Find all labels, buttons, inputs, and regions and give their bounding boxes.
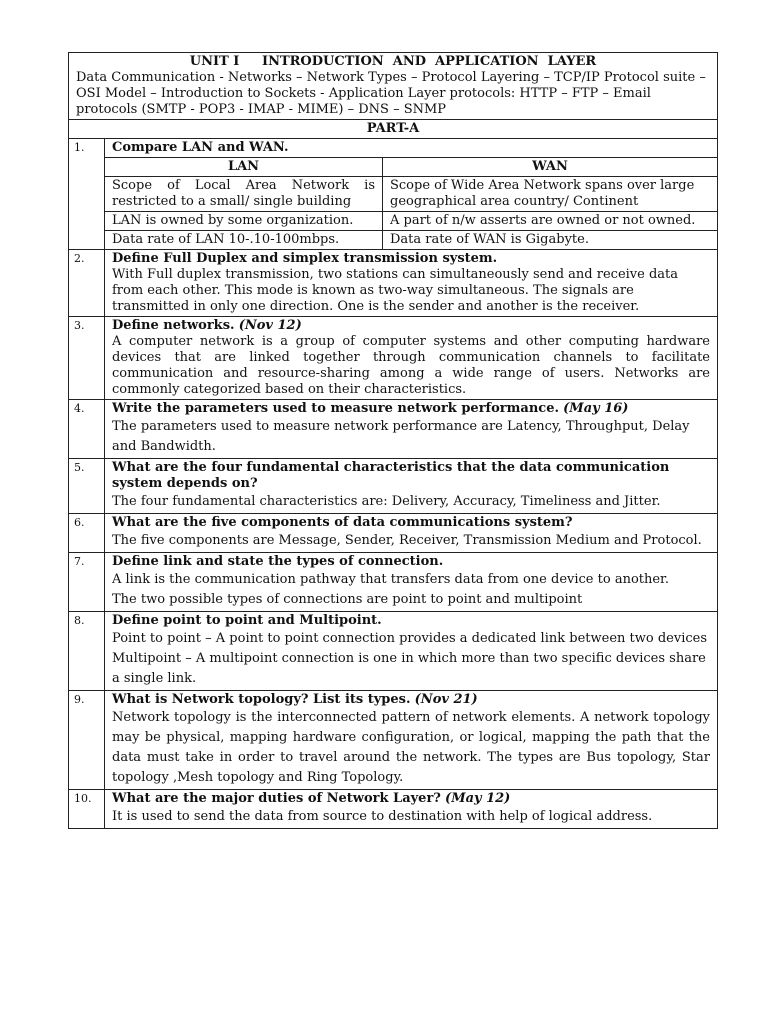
question-cell	[105, 553, 718, 612]
question-text: Define Full Duplex and simplex transmission system.	[112, 251, 498, 266]
question-line	[112, 613, 710, 629]
question-text: What are the major duties of Network Layer?	[112, 791, 441, 806]
unit-header-cell	[69, 53, 718, 120]
question-text: Compare LAN and WAN.	[105, 139, 717, 158]
question-text: Define point to point and Multipoint.	[112, 613, 382, 628]
answer-text: A computer network is a group of computer systems and other computing hardware devices that are linked together through communication channels to facilitate communication and resource-sharing among a wide range of users. Networks are commonly categorized based on their characteristics.	[112, 334, 710, 397]
question-line	[112, 692, 710, 708]
question-line	[112, 251, 710, 267]
syllabus-text: Data Communication - Networks – Network Types – Protocol Layering – TCP/IP Protocol suite – OSI Model – Introduction to Sockets - Application Layer protocols: HTTP – FTP – Email protocols (SMTP - POP3 - IMAP - MIME) – DNS – SNMP	[76, 70, 706, 117]
comparison-row	[105, 177, 717, 212]
question-row	[69, 250, 718, 317]
unit-title: UNIT I INTRODUCTION AND APPLICATION LAYER	[189, 54, 597, 69]
question-bank-table	[68, 52, 718, 829]
question-line	[112, 791, 710, 807]
lan-wan-comparison-table	[105, 158, 717, 249]
question-row	[69, 553, 718, 612]
comparison-header-row	[105, 158, 717, 177]
answer-text: Multipoint – A multipoint connection is one in which more than two specific devices share a single link.	[112, 651, 706, 686]
exam-tag: (Nov 12)	[238, 318, 302, 333]
answer-text: The parameters used to measure network performance are Latency, Throughput, Delay and Bandwidth.	[112, 419, 690, 454]
question-cell	[105, 459, 718, 514]
question-text: Define link and state the types of connection.	[112, 554, 444, 569]
question-cell	[105, 612, 718, 691]
comparison-cell	[105, 139, 718, 250]
question-row	[69, 514, 718, 553]
unit-header-row	[69, 53, 718, 120]
question-cell	[105, 317, 718, 400]
question-line	[112, 401, 710, 417]
question-line	[112, 515, 710, 531]
question-row	[69, 139, 718, 250]
answer-text: The two possible types of connections are point to point and multipoint	[112, 592, 583, 607]
comparison-row	[105, 212, 717, 231]
question-text: What are the five components of data communications system?	[112, 515, 573, 530]
question-text: What is Network topology? List its types.	[112, 692, 411, 707]
question-text: Define networks.	[112, 318, 235, 333]
question-row	[69, 317, 718, 400]
answer-text: Point to point – A point to point connection provides a dedicated link between two devices	[112, 631, 707, 646]
answer-text: The five components are Message, Sender, Receiver, Transmission Medium and Protocol.	[112, 533, 702, 548]
question-line	[112, 554, 710, 570]
question-row	[69, 612, 718, 691]
question-cell	[105, 250, 718, 317]
question-number: 4.	[69, 400, 105, 459]
wan-cell: Data rate of WAN is Gigabyte.	[383, 231, 718, 250]
question-row	[69, 691, 718, 790]
question-line	[112, 318, 710, 334]
question-cell	[105, 691, 718, 790]
question-list	[69, 250, 718, 829]
wan-column-header: WAN	[383, 158, 718, 177]
lan-column-header: LAN	[105, 158, 383, 177]
lan-cell: Scope of Local Area Network is restricted to a small/ single building	[105, 177, 383, 212]
question-row	[69, 459, 718, 514]
answer-text: Network topology is the interconnected pattern of network elements. A network topology may be physical, mapping hardware configuration, or logical, mapping the path that the data must take in order to travel around the network. The types are Bus topology, Star topology ,Mesh topology and Ring Topology.	[112, 710, 710, 785]
question-cell	[105, 514, 718, 553]
part-label: PART-A	[69, 120, 718, 139]
question-number: 5.	[69, 459, 105, 514]
question-cell	[105, 400, 718, 459]
exam-tag: (May 16)	[563, 401, 629, 416]
question-number: 2.	[69, 250, 105, 317]
exam-tag: (Nov 21)	[414, 692, 478, 707]
answer-text: It is used to send the data from source to destination with help of logical address.	[112, 809, 653, 824]
question-row	[69, 790, 718, 829]
exam-tag: (May 12)	[445, 791, 511, 806]
answer-text: With Full duplex transmission, two stations can simultaneously send and receive data from each other. This mode is known as two-way simultaneous. The signals are transmitted in only one direction. One is the sender and another is the receiver.	[112, 267, 679, 314]
question-number: 8.	[69, 612, 105, 691]
question-line	[112, 460, 710, 492]
comparison-row	[105, 231, 717, 250]
question-text: What are the four fundamental characteristics that the data communication system depends on?	[112, 460, 670, 491]
question-number: 10.	[69, 790, 105, 829]
part-row	[69, 120, 718, 139]
question-cell	[105, 790, 718, 829]
question-number: 1.	[69, 139, 105, 250]
lan-cell: Data rate of LAN 10-.10-100mbps.	[105, 231, 383, 250]
answer-text: A link is the communication pathway that transfers data from one device to another.	[112, 572, 669, 587]
question-number: 7.	[69, 553, 105, 612]
wan-cell: A part of n/w asserts are owned or not owned.	[383, 212, 718, 231]
question-text: Write the parameters used to measure network performance.	[112, 401, 560, 416]
wan-cell: Scope of Wide Area Network spans over large geographical area country/ Continent	[383, 177, 718, 212]
lan-cell: LAN is owned by some organization.	[105, 212, 383, 231]
question-number: 6.	[69, 514, 105, 553]
question-number: 3.	[69, 317, 105, 400]
question-number: 9.	[69, 691, 105, 790]
question-row	[69, 400, 718, 459]
answer-text: The four fundamental characteristics are: Delivery, Accuracy, Timeliness and Jitter.	[112, 494, 661, 509]
